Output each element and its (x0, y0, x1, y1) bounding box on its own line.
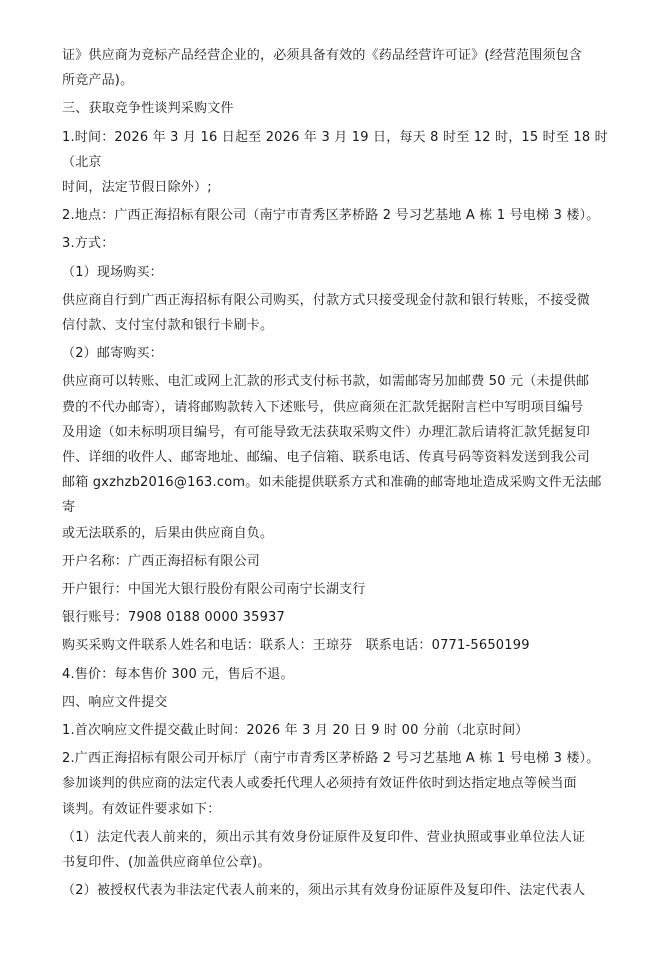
text-line: 谈判。有效证件要求如下： (62, 801, 221, 817)
text-line: 供应商自行到广西正海招标有限公司购买，付款方式只接受现金付款和银行转账，不接受微 (62, 292, 591, 308)
sub-heading: （2）邮寄购买： (62, 346, 163, 362)
section-heading: 四、响应文件提交 (62, 694, 168, 710)
section-heading: 三、获取竞争性谈判采购文件 (62, 101, 234, 117)
text-line: 信付款、支付宝付款和银行卡刷卡。 (62, 318, 274, 334)
text-line: 费的不代办邮寄），请将邮购款转入下述账号，供应商须在汇款凭据附言栏中写明项目编号 (62, 399, 584, 415)
price-info: 4.售价：每本售价 300 元，售后不退。 (62, 666, 294, 682)
text-line: 或无法联系的，后果由供应商自负。 (62, 525, 274, 541)
text-line: 2.广西正海招标有限公司开标厅（南宁市青秀区茅桥路 2 号习艺基地 A 栋 1 号电梯 3 楼）。 (62, 751, 600, 767)
account-bank: 开户银行：中国光大银行股份有限公司南宁长湖支行 (62, 582, 366, 598)
text-line: 所竞产品)。 (62, 73, 134, 89)
text-line: 及用途（如未标明项目编号，有可能导致无法获取采购文件）办理汇款后请将汇款凭据复印 (62, 424, 591, 440)
text-line: 件、详细的收件人、邮寄地址、邮编、电子信箱、联系电话、传真号码等资料发送到我公司 (62, 450, 591, 466)
account-number: 银行账号：7908 0188 0000 35937 (62, 610, 286, 626)
contact-info: 购买采购文件联系人姓名和电话：联系人：王琼芬 联系电话：0771-5650199 (62, 638, 530, 654)
text-line: 2.地点：广西正海招标有限公司（南宁市青秀区茅桥路 2 号习艺基地 A 栋 1 号电梯 3 楼）。 (62, 208, 600, 224)
sub-heading: （1）现场购买： (62, 264, 163, 280)
text-line: 证》供应商为竞标产品经营企业的，必须具备有效的《药品经营许可证》(经营范围须包含 (62, 48, 583, 63)
text-line: 3.方式： (62, 236, 115, 252)
text-line: 邮箱 gxzhzb2016@163.com。如未能提供联系方式和准确的邮寄地址造成采购文件无法邮寄 (62, 475, 602, 516)
text-line: （1）法定代表人前来的，须出示其有效身份证原件及复印件、营业执照或事业单位法人证 (62, 829, 586, 845)
text-line: （2）被授权代表为非法定代表人前来的，须出示其有效身份证原件及复印件、法定代表人 (62, 883, 586, 899)
account-name: 开户名称：广西正海招标有限公司 (62, 553, 261, 569)
text-line: 时间，法定节假日除外）; (62, 180, 212, 196)
text-line: 1.时间：2026 年 3 月 16 日起至 2026 年 3 月 19 日，每天 8 时至 12 时，15 时至 18 时（北京 (62, 129, 608, 170)
text-line: 1.首次响应文件提交截止时间：2026 年 3 月 20 日 9 时 00 分前（北京时间） (62, 723, 529, 739)
text-line: 供应商可以转账、电汇或网上汇款的形式支付标书款，如需邮寄另加邮费 50 元（未提供邮 (62, 374, 590, 390)
text-line: 参加谈判的供应商的法定代表人或委托代理人必须持有效证件依时到达指定地点等候当面 (62, 776, 577, 792)
document-page (62, 43, 614, 904)
text-line: 书复印件、(加盖供应商单位公章)。 (62, 855, 271, 871)
